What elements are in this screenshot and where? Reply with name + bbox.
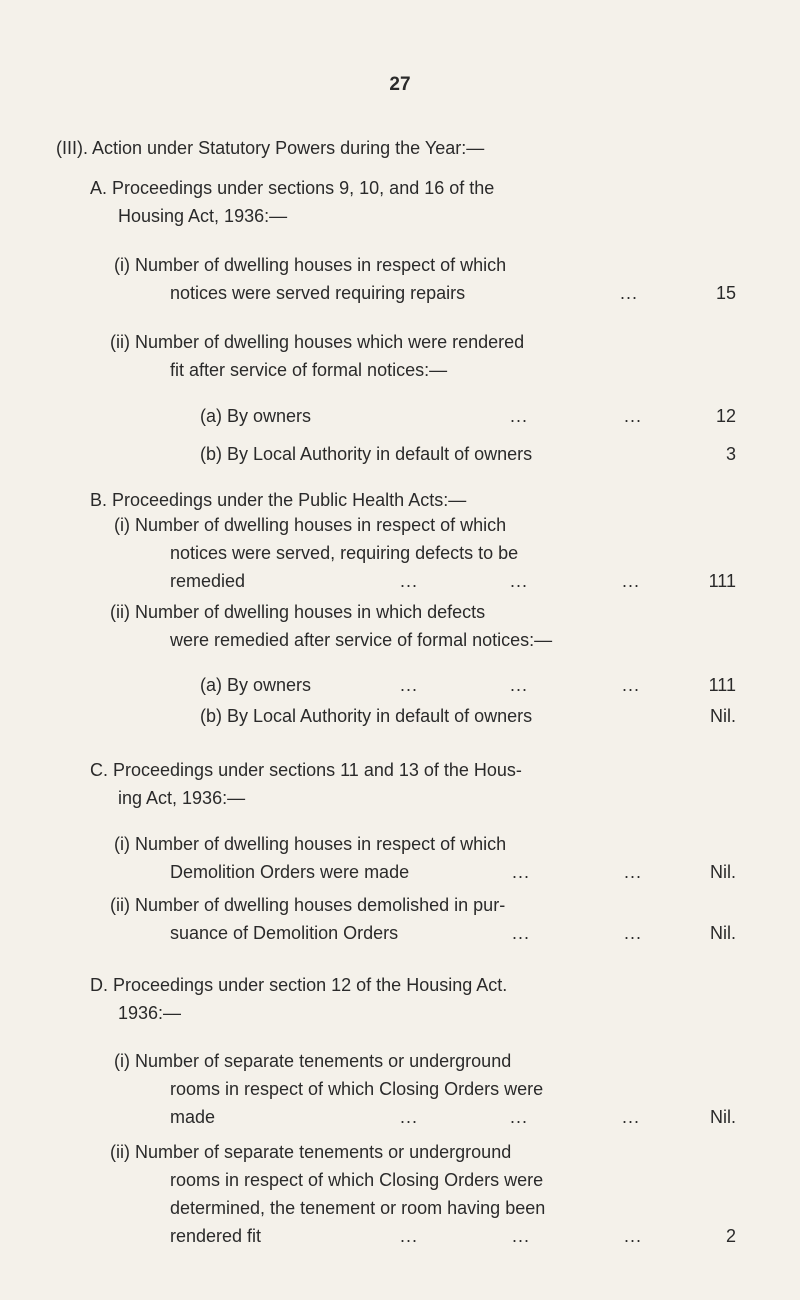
leader-dots: ...: [622, 675, 641, 695]
leader-dots: ...: [510, 1107, 529, 1127]
section-c-item-i-cont: Demolition Orders were made: [170, 862, 410, 882]
section-b-item-i-value: 111: [708, 571, 736, 591]
section-d-item-i: (i) Number of separate tenements or underground: [114, 1051, 512, 1071]
section-a-item-ii: (ii) Number of dwelling houses which were rendered: [110, 332, 525, 352]
section-b-item-i-cont: notices were served, requiring defects to be: [170, 543, 519, 563]
section-c-item-i-value: Nil.: [710, 862, 736, 882]
leader-dots: ...: [510, 406, 529, 426]
page-heading: (III). Action under Statutory Powers during the Year:—: [56, 138, 485, 158]
section-b-title: B. Proceedings under the Public Health Acts:—: [90, 490, 467, 510]
leader-dots: ...: [510, 571, 529, 591]
section-d-item-i-cont: rooms in respect of which Closing Orders were: [170, 1079, 544, 1099]
section-a-title: A. Proceedings under sections 9, 10, and 16 of the: [90, 178, 495, 198]
section-a-sub-a-value: 12: [715, 406, 736, 426]
leader-dots: ...: [620, 283, 639, 303]
section-d-item-ii: (ii) Number of separate tenements or underground: [110, 1142, 512, 1162]
section-a-sub-b: (b) By Local Authority in default of owners: [200, 444, 533, 464]
leader-dots: ...: [510, 675, 529, 695]
section-d-item-i-value: Nil.: [710, 1107, 736, 1127]
section-b-sub-a-value: 111: [708, 675, 736, 695]
section-a-item-i-value: 15: [715, 283, 736, 303]
section-b-sub-a: (a) By owners: [200, 675, 312, 695]
section-c-item-i: (i) Number of dwelling houses in respect of which: [114, 834, 507, 854]
section-a-item-i: (i) Number of dwelling houses in respect of which: [114, 255, 507, 275]
section-a-item-i-cont: notices were served requiring repairs: [170, 283, 466, 303]
leader-dots: ...: [512, 1226, 531, 1246]
section-d-item-ii-value: 2: [725, 1226, 736, 1246]
leader-dots: ...: [400, 675, 419, 695]
section-b-item-ii: (ii) Number of dwelling houses in which defects: [110, 602, 486, 622]
section-c-title-cont: ing Act, 1936:—: [118, 788, 246, 808]
section-d-title: D. Proceedings under section 12 of the Housing Act.: [90, 975, 508, 995]
section-d-item-ii-cont2: determined, the tenement or room having been: [170, 1198, 546, 1218]
leader-dots: ...: [624, 923, 643, 943]
section-b-item-ii-cont: were remedied after service of formal notices:—: [170, 630, 553, 650]
leader-dots: ...: [624, 406, 643, 426]
leader-dots: ...: [624, 862, 643, 882]
section-b-sub-b-value: Nil.: [710, 706, 736, 726]
section-a-item-ii-cont: fit after service of formal notices:—: [170, 360, 448, 380]
section-b-item-i-cont2: remedied: [170, 571, 246, 591]
section-c-item-ii: (ii) Number of dwelling houses demolished in pur-: [110, 895, 506, 915]
leader-dots: ...: [400, 571, 419, 591]
leader-dots: ...: [512, 862, 531, 882]
page-number: 27: [389, 74, 411, 95]
section-c-item-ii-cont: suance of Demolition Orders: [170, 923, 399, 943]
leader-dots: ...: [400, 1226, 419, 1246]
section-a-title-cont: Housing Act, 1936:—: [118, 206, 288, 226]
leader-dots: ...: [624, 1226, 643, 1246]
section-a-sub-a: (a) By owners: [200, 406, 312, 426]
section-c-item-ii-value: Nil.: [710, 923, 736, 943]
section-c-title: C. Proceedings under sections 11 and 13 of the Hous-: [90, 760, 522, 780]
leader-dots: ...: [512, 923, 531, 943]
section-b-sub-b: (b) By Local Authority in default of owners: [200, 706, 533, 726]
section-d-item-ii-cont3: rendered fit: [170, 1226, 262, 1246]
leader-dots: ...: [622, 571, 641, 591]
section-d-title-cont: 1936:—: [118, 1003, 182, 1023]
section-b-item-i: (i) Number of dwelling houses in respect of which: [114, 515, 507, 535]
leader-dots: ...: [400, 1107, 419, 1127]
leader-dots: ...: [622, 1107, 641, 1127]
section-d-item-ii-cont: rooms in respect of which Closing Orders were: [170, 1170, 544, 1190]
section-d-item-i-cont2: made: [170, 1107, 216, 1127]
section-a-sub-b-value: 3: [725, 444, 736, 464]
